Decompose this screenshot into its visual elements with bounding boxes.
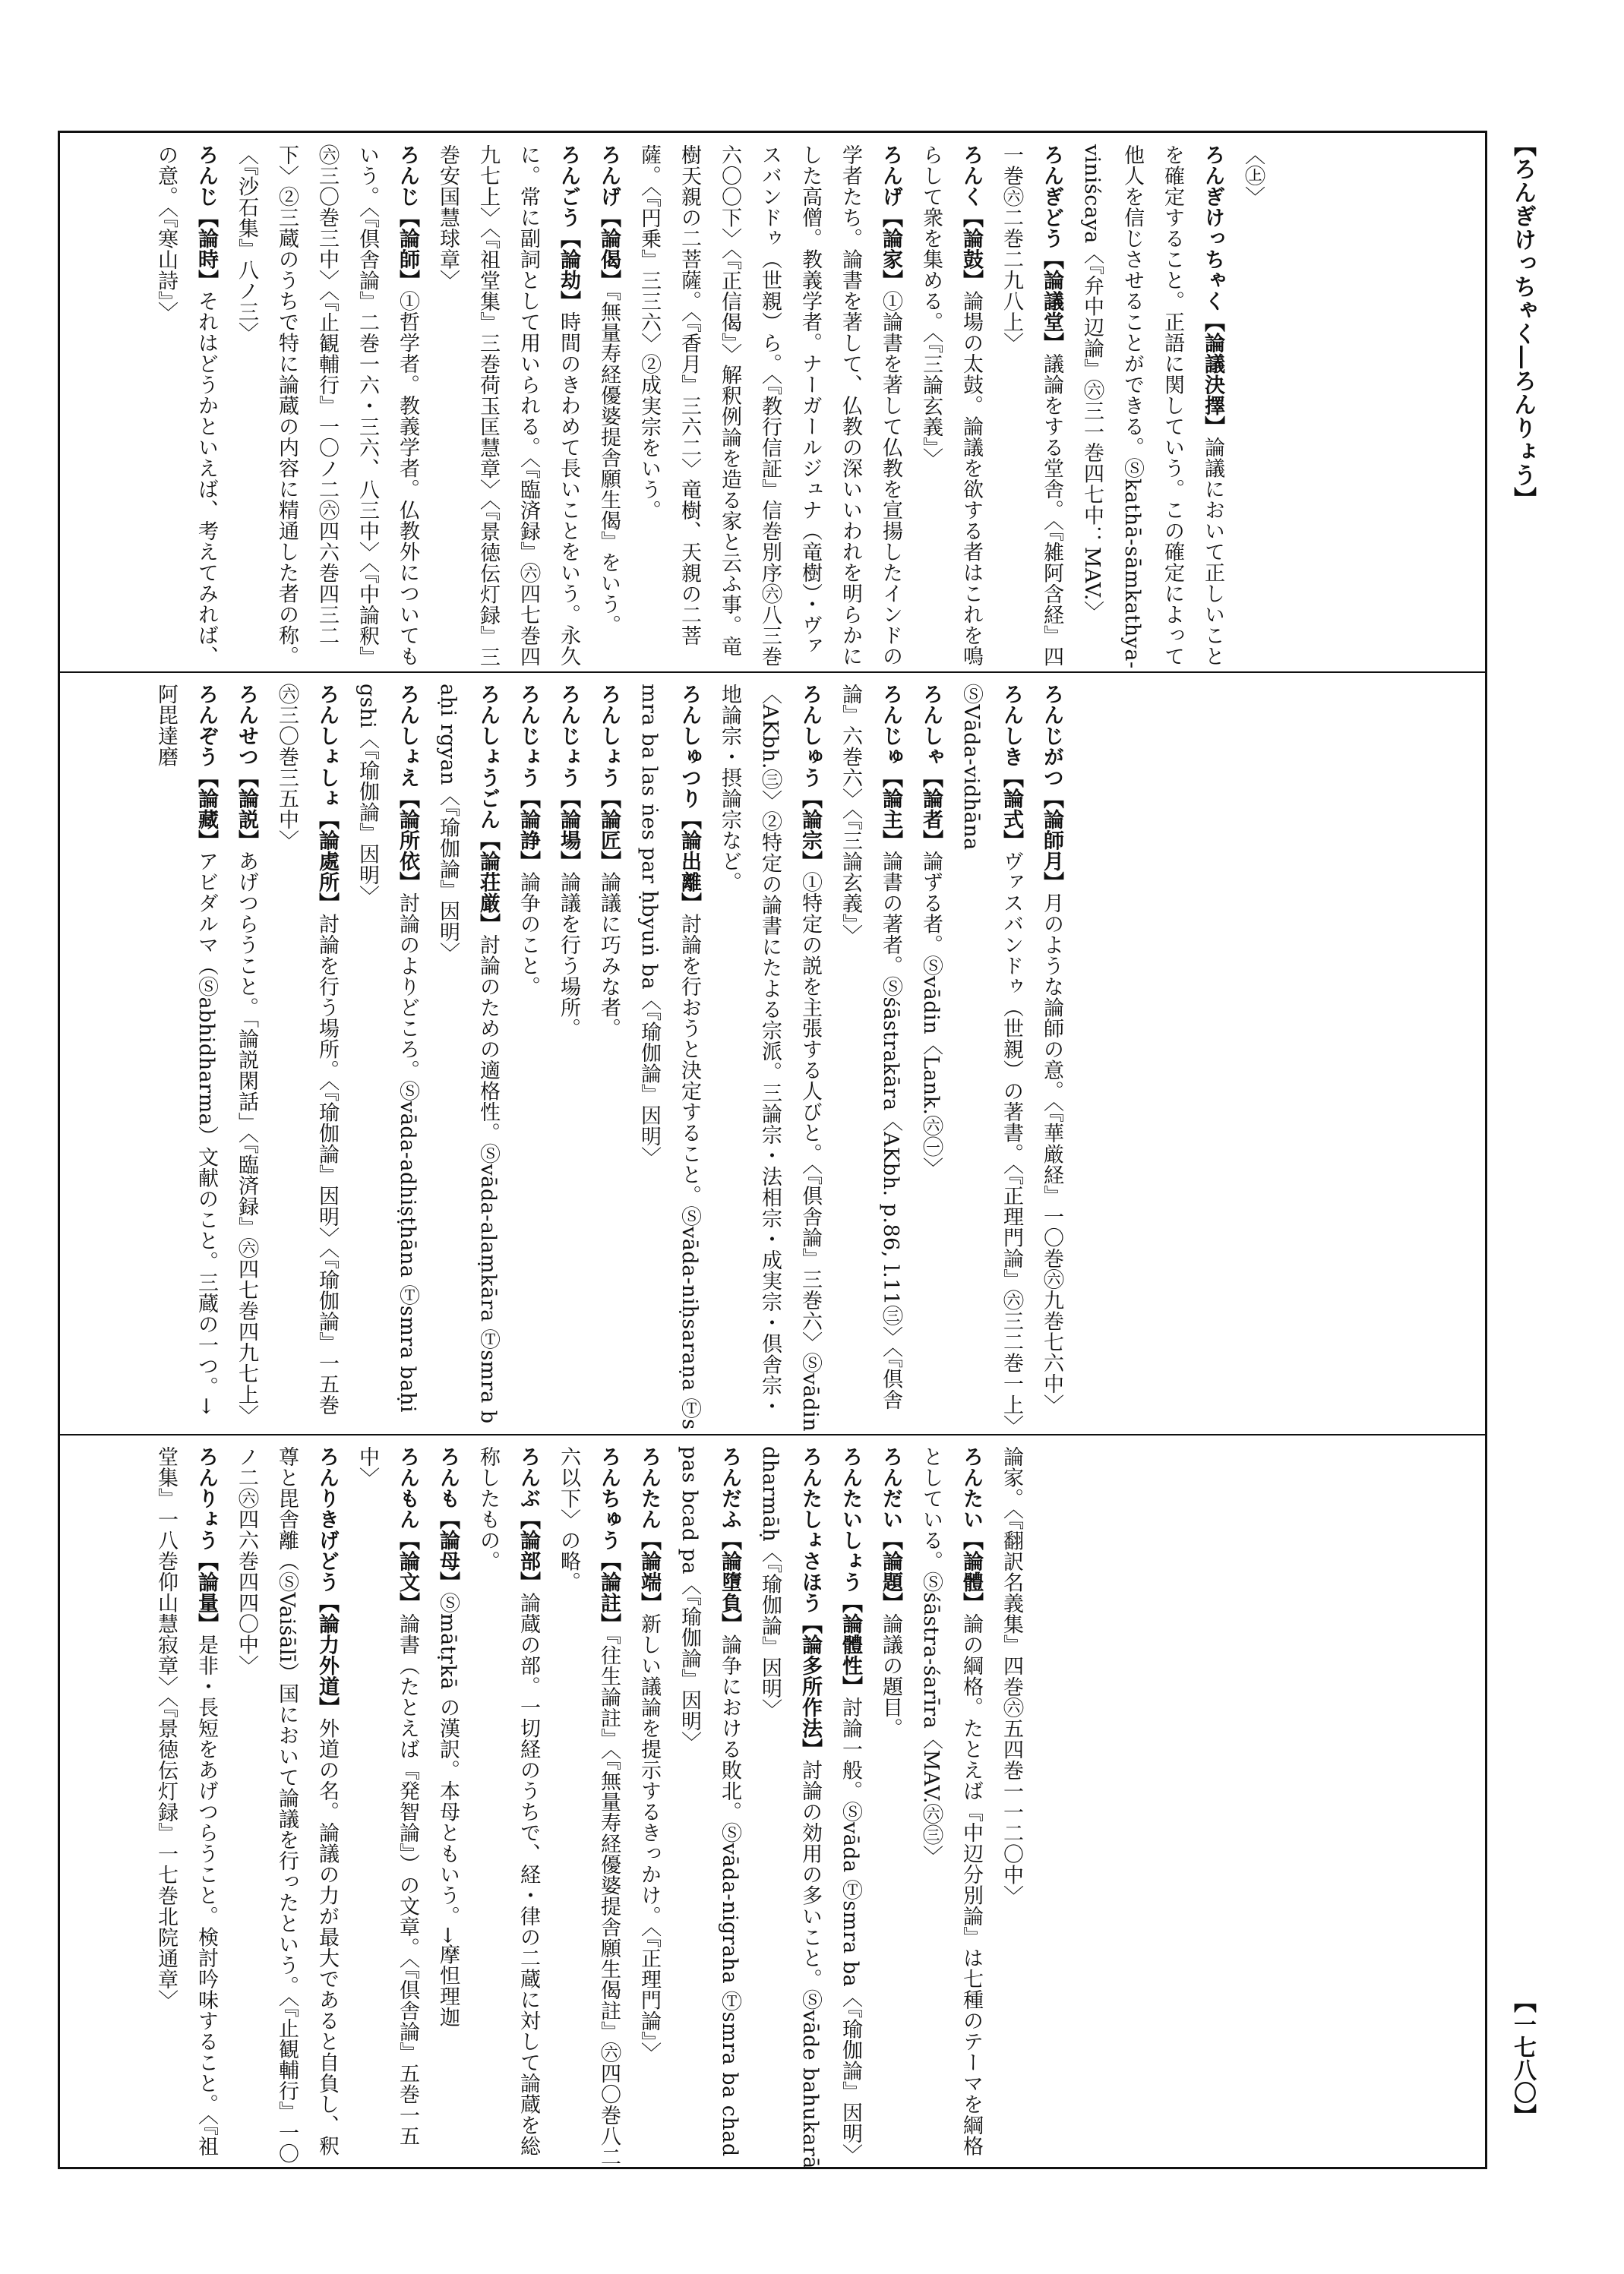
dictionary-entry [267, 684, 347, 1432]
entry-headword: ろんだい【論題】 [879, 1446, 902, 1613]
dictionary-entry [347, 684, 428, 1432]
entry-headword: ろんりきげどう【論力外道】 [315, 1446, 339, 1718]
entry-headword: ろんしょう【論匠】 [597, 684, 621, 872]
dictionary-entry [870, 1446, 911, 2174]
dictionary-entry [629, 684, 709, 1432]
entry-headword: ろんぎどう【論議堂】 [1040, 144, 1063, 353]
entry-definition: ①哲学者。教義学者。仏教外についてもいう。〈『倶舎論』二巻一六・三六、八三中〉〈『中論釈』㊅三〇巻三中〉〈『止観輔行』一〇ノ二㊅四六巻四三二下〉②三蔵のうちで特に論蔵の内容に精通した者の称。〈『沙石集』八ノ三〉 [235, 144, 419, 668]
entry-definition: 論議に巧みな者。 [597, 871, 621, 1039]
entry-definition: あげつらうこと。「論説閑話」〈『臨済録』㊅四七巻四九七上〉 [235, 851, 258, 1426]
running-head: 【ろんぎけっちゃく―ろんりょう】 [1509, 134, 1536, 510]
entry-definition: 論の綱格。たとえば『中辺分別論』は七種のテーマを綱格としている。Ⓢśāstra-śarīra〈MAV.㊅㊂〉 [919, 1446, 983, 2156]
dictionary-entry [991, 1446, 1032, 2174]
entry-definition: 論蔵の部。一切経のうちで、経・律の二蔵に対して論蔵を総称したもの。 [476, 1446, 540, 2156]
entry-headword: ろんじ【論師】 [396, 144, 419, 291]
entry-definition: 『無量寿経優婆提舎願生偈』をいう。 [597, 290, 621, 636]
entry-definition: それはどうかといえば、考えてみれば、の意。〈『寒山詩』〉 [154, 144, 218, 667]
entry-headword: ろんぞう【論藏】 [194, 684, 218, 851]
dictionary-entry [428, 684, 508, 1432]
entry-headword: ろんじゅ【論主】 [879, 684, 902, 851]
entry-definition: 新しい議論を提示するきっかけ。〈『正理門論』〉 [637, 1613, 661, 2063]
entry-headword: ろんじょう【論諍】 [517, 684, 540, 872]
tier-body [146, 684, 1072, 1432]
entry-headword: ろんも【論母】 [436, 1446, 460, 1593]
entry-headword: ろんく【論鼓】 [959, 144, 983, 291]
tier-lower [146, 1435, 1501, 2174]
dictionary-entry [951, 684, 1032, 1432]
entry-definition: ヴァスバンドゥ（世親）の著書。〈『正理門論』㊅三二巻一上〉ⓈVāda-vidhāna [959, 684, 1023, 1426]
dictionary-entry [629, 144, 911, 670]
dictionary-entry [428, 144, 589, 670]
entry-headword: ろんたい【論體】 [959, 1446, 983, 1613]
dictionary-entry [548, 684, 589, 1432]
dictionary-entry [1072, 144, 1233, 670]
entry-definition: 論家。〈『翻訳名義集』四巻㊅五四巻一一二〇中〉 [1000, 1446, 1023, 1906]
entry-headword: ろんもん【論文】 [396, 1446, 419, 1613]
dictionary-entry [589, 684, 629, 1432]
entry-definition: 〈㊤〉 [1241, 144, 1265, 207]
entry-headword: ろんしゃ【論者】 [919, 684, 943, 851]
dictionary-entry [709, 684, 830, 1432]
tier-upper [146, 134, 1501, 670]
entry-definition: 論場の太鼓。論議を欲する者はこれを鳴らして衆を集める。〈『三論玄義』〉 [919, 144, 983, 667]
entry-definition: 『往生論註』〈『無量寿経優婆提舎願生偈註』㊅四〇巻八二六以下〉の略。 [557, 1446, 621, 2168]
page-number: 【一七八〇】 [1509, 1990, 1536, 2127]
dictionary-entry [146, 144, 226, 670]
entry-definition: 討論を行う場所。〈『瑜伽論』因明〉〈『瑜伽論』一五巻㊅三〇巻三五中〉 [275, 684, 339, 1416]
entry-definition: 論議において正しいことを確定すること。正語に関していう。この確定によって他人を信じさせることができる。Ⓢkathā-sāmkathya-viniścaya〈『弁中辺論』㊅三一巻四七中：MAV.〉 [1080, 144, 1224, 669]
entry-headword: ろんしょうごん【論荘厳】 [476, 684, 500, 934]
entry-headword: ろんちゅう【論註】 [597, 1446, 621, 1634]
dictionary-entry [991, 144, 1072, 670]
entry-definition: アビダルマ（Ⓢabhidharma）文献のこと。三蔵の一つ。→阿毘達磨 [154, 684, 218, 1415]
dictionary-entry [226, 1446, 347, 2174]
entry-headword: ろんしょえ【論所依】 [396, 684, 419, 892]
dictionary-entry [589, 144, 629, 670]
dictionary-entry [347, 1446, 428, 2174]
dictionary-entry [669, 1446, 750, 2174]
entry-headword: ろんごう【論劫】 [557, 144, 580, 311]
entry-headword: ろんじょう【論場】 [557, 684, 580, 872]
entry-headword: ろんじ【論時】 [194, 144, 218, 291]
entry-definition: 論議の題目。 [879, 1613, 902, 1739]
dictionary-entry [146, 1446, 226, 2174]
dictionary-entry [548, 1446, 629, 2174]
entry-definition: 外道の名。論議の力が最大であると自負し、釈尊と毘舎離（ⓈVaiśālī）国において論議を行ったという。〈『止観輔行』一〇ノ二㊅四六巻四四〇中〉 [235, 1446, 339, 2165]
dictionary-entry [468, 1446, 548, 2174]
entry-headword: ろんたいしょう【論體性】 [839, 1446, 862, 1697]
tier-body [146, 1446, 1032, 2174]
entry-definition: 論議を行う場所。 [557, 871, 580, 1039]
dictionary-entry [629, 1446, 669, 2174]
dictionary-entry [226, 144, 428, 670]
dictionary-entry [1233, 144, 1273, 670]
entry-definition: ①特定の説を主張する人びと。〈『倶舎論』三巻六〉Ⓢvādin〈AKbh.㊂〉②特定の論書にたよる宗派。三論宗・法相宗・成実宗・倶舎宗・地論宗・摂論宗など。 [718, 684, 822, 1432]
entry-headword: ろんせつ【論説】 [235, 684, 258, 851]
entry-definition: 是非・長短をあげつらうこと。検討吟味すること。〈『祖堂集』一八巻仰山慧寂章〉〈『景徳伝灯録』一七巻北院通章〉 [154, 1446, 218, 2157]
entry-definition: 議論をする堂舎。〈『雑阿含経』四一巻㊅二巻二九八上〉 [1000, 144, 1063, 667]
entry-headword: ろんしょしょ【論處所】 [315, 684, 339, 914]
entry-definition: 論争における敗北。Ⓢvāda-nigraha Ⓣsmra ba chad pas bcad pa〈『瑜伽論』因明〉 [678, 1446, 741, 2157]
entry-definition: 論ずる者。Ⓢvādin〈Lank.㊅㊀〉 [919, 851, 943, 1179]
entry-headword: ろんしき【論式】 [1000, 684, 1023, 851]
entry-headword: ろんたん【論端】 [637, 1446, 661, 1613]
entry-definition: 討論の効用の多いこと。Ⓢvāde bahukarā dharmāḥ〈『瑜伽論』因明〉 [758, 1446, 822, 2169]
entry-headword: ろんたしょさほう【論多所作法】 [798, 1446, 822, 1760]
entry-definition: 討論を行おうと決定すること。Ⓢvāda-niḥsaraṇa Ⓣsmra ba las ṅes par ḥbyuṅ ba〈『瑜伽論』因明〉 [637, 684, 701, 1430]
entry-headword: ろんりょう【論量】 [194, 1446, 218, 1634]
dictionary-entry [830, 1446, 870, 2174]
dictionary-entry [428, 1446, 468, 2174]
dictionary-entry [911, 1446, 991, 2174]
entry-headword: ろんぶ【論部】 [517, 1446, 540, 1593]
entry-headword: ろんだふ【論墮負】 [718, 1446, 741, 1634]
entry-definition: 討論のよりどころ。Ⓢvāda-adhiṣṭhāna Ⓣsmra baḥi gshi〈『瑜伽論』因明〉 [355, 684, 419, 1413]
dictionary-entry [1032, 684, 1072, 1432]
entry-headword: ろんげ【論家】 [879, 144, 902, 291]
dictionary-entry [911, 144, 991, 670]
tier-body [146, 144, 1273, 670]
tier-middle [146, 673, 1501, 1432]
entry-headword: ろんしゅつり【論出離】 [678, 684, 701, 914]
entry-definition: ①論書を著して仏教を宣揚したインドの学者たち。論書を著して、仏教の深いいわれを明らかにした高僧。教義学者。ナーガールジュナ（竜樹）・ヴァスバンドゥ（世親）ら。〈『教行信証』信巻別序㊅八三巻六〇〇下〉〈『正信偈』〉解釈例論を造る家と云ふ事。竜樹天親の二菩薩。〈『香月』三六二〉竜樹、天親の二菩薩。〈『円乗』三三六〉②成実宗をいう。 [637, 144, 902, 667]
entry-definition: 討論のための適格性。Ⓢvāda-alaṃkāra Ⓣsmra baḥi rgyan〈『瑜伽論』因明〉 [436, 684, 500, 1424]
entry-definition: 月のような論師の意。〈『華厳経』一〇巻㊅九巻七六中〉 [1040, 892, 1063, 1415]
entry-headword: ろんしゅう【論宗】 [798, 684, 822, 872]
entry-definition: 論争のこと。 [517, 871, 540, 997]
entry-definition: 時間のきわめて長いことをいう。永久に。常に副詞として用いられる。〈『臨済録』㊅四七巻四九七上〉〈『祖堂集』三巻荷玉匡慧章〉〈『景徳伝灯録』三巻安国慧球章〉 [436, 144, 580, 668]
dictionary-entry [146, 684, 226, 1432]
entry-headword: ろんじがつ【論師月】 [1040, 684, 1063, 892]
dictionary-entry [226, 684, 267, 1432]
entry-definition: 論書の著者。Ⓢśāstrakāra〈AKbh. p.86, l.11㊂〉〈『倶舎論』六巻六〉〈『三論玄義』〉 [839, 684, 902, 1410]
dictionary-entry [508, 684, 548, 1432]
dictionary-entry [830, 684, 911, 1432]
entry-headword: ろんげ【論偈】 [597, 144, 621, 291]
entry-definition: 討論一般。Ⓢvāda Ⓣsmra ba〈『瑜伽論』因明〉 [839, 1697, 862, 2165]
dictionary-entry [750, 1446, 830, 2174]
entry-headword: ろんぎけっちゃく【論議決擇】 [1201, 144, 1224, 437]
entry-definition: 論書（たとえば『発智論』）の文章。〈『倶舎論』五巻一五中〉 [355, 1446, 419, 2146]
entry-definition: Ⓢmātṛkā の漢訳。本母ともいう。→摩怛理迦 [436, 1592, 460, 2028]
dictionary-entry [911, 684, 951, 1432]
